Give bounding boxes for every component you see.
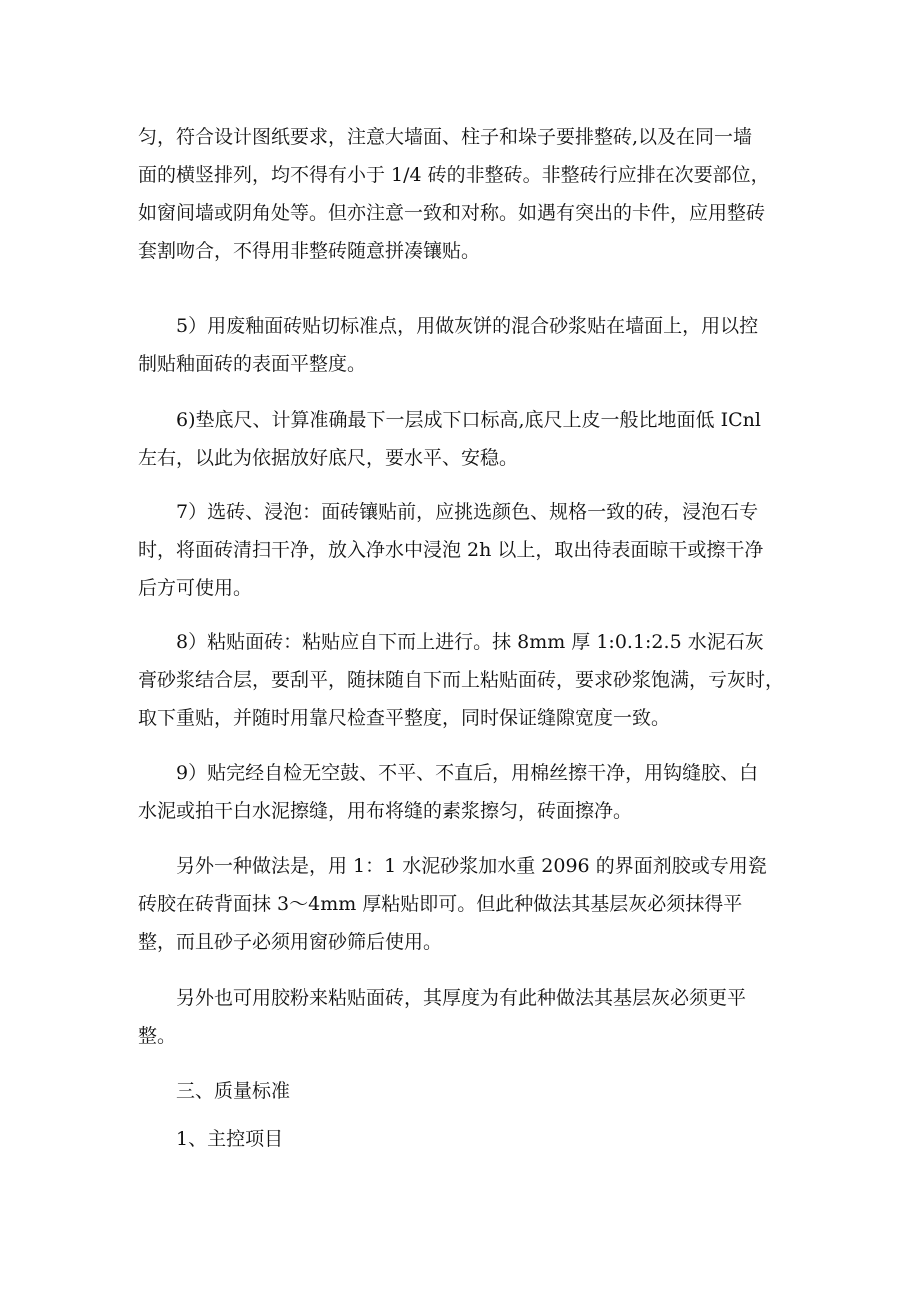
paragraph-step-6 [138,401,798,477]
text-line: 膏砂浆结合层，要刮平，随抹随自下而上粘贴面砖，要求砂浆饱满，亏灰时， [138,669,785,691]
paragraph-step-8 [138,623,798,737]
text-line: 6)垫底尺、计算准确最下一层成下口标高,底尺上皮一般比地面低 ICnl [176,409,761,431]
paragraph-step-7 [138,493,798,607]
text-line: 制贴釉面砖的表面平整度。 [138,353,367,375]
text-line: 取下重贴，并随时用靠尺检查平整度，同时保证缝隙宽度一致。 [138,707,671,729]
text-line: 如窗间墙或阴角处等。但亦注意一致和对称。如遇有突出的卡件，应用整砖 [138,202,766,224]
text-line: 9）贴完经自检无空鼓、不平、不直后，用棉丝擦干净，用钩缝胶、白 [176,762,759,784]
paragraph-continuation [138,118,798,270]
text-line: 面的横竖排列，均不得有小于 1/4 砖的非整砖。非整砖行应排在次要部位， [138,164,770,186]
subsection-heading: 1、主控项目 [176,1128,284,1150]
text-line: 另外也可用胶粉来粘贴面砖，其厚度为有此种做法其基层灰必须更平 [176,987,747,1009]
text-line: 匀，符合设计图纸要求，注意大墙面、柱子和垛子要排整砖,以及在同一墙 [138,126,753,148]
text-line: 时，将面砖清扫干净，放入净水中浸泡 2h 以上，取出待表面晾干或擦干净 [138,539,764,561]
text-line: 砖胶在砖背面抹 3～4mm 厚粘贴即可。但此种做法其基层灰必须抹得平 [138,893,743,915]
section-heading: 三、质量标准 [176,1080,291,1102]
text-line: 8）粘贴面砖：粘贴应自下而上进行。抹 8mm 厚 1:0.1:2.5 水泥石灰 [176,631,764,653]
text-line: 左右，以此为依据放好底尺，要水平、安稳。 [138,447,519,469]
paragraph-step-9 [138,754,798,830]
text-line: 后方可使用。 [138,577,253,599]
text-line: 整。 [138,1025,177,1047]
text-line: 整，而且砂子必须用窗砂筛后使用。 [138,931,443,953]
text-line: 水泥或拍干白水泥擦缝，用布将缝的素浆擦匀，砖面擦净。 [138,800,633,822]
text-line: 另外一种做法是，用 1：1 水泥砂浆加水重 2096 的界面剂胶或专用瓷 [176,855,767,877]
text-line: 套割吻合，不得用非整砖随意拼凑镶贴。 [138,240,481,262]
text-line: 7）选砖、浸泡：面砖镶贴前，应挑选颜色、规格一致的砖，浸泡石专 [176,501,759,523]
paragraph-adhesive-powder [138,979,798,1055]
paragraph-step-5 [138,307,798,383]
paragraph-alternative-method [138,847,798,961]
text-line: 5）用废釉面砖贴切标准点，用做灰饼的混合砂浆贴在墙面上，用以控 [176,315,759,337]
